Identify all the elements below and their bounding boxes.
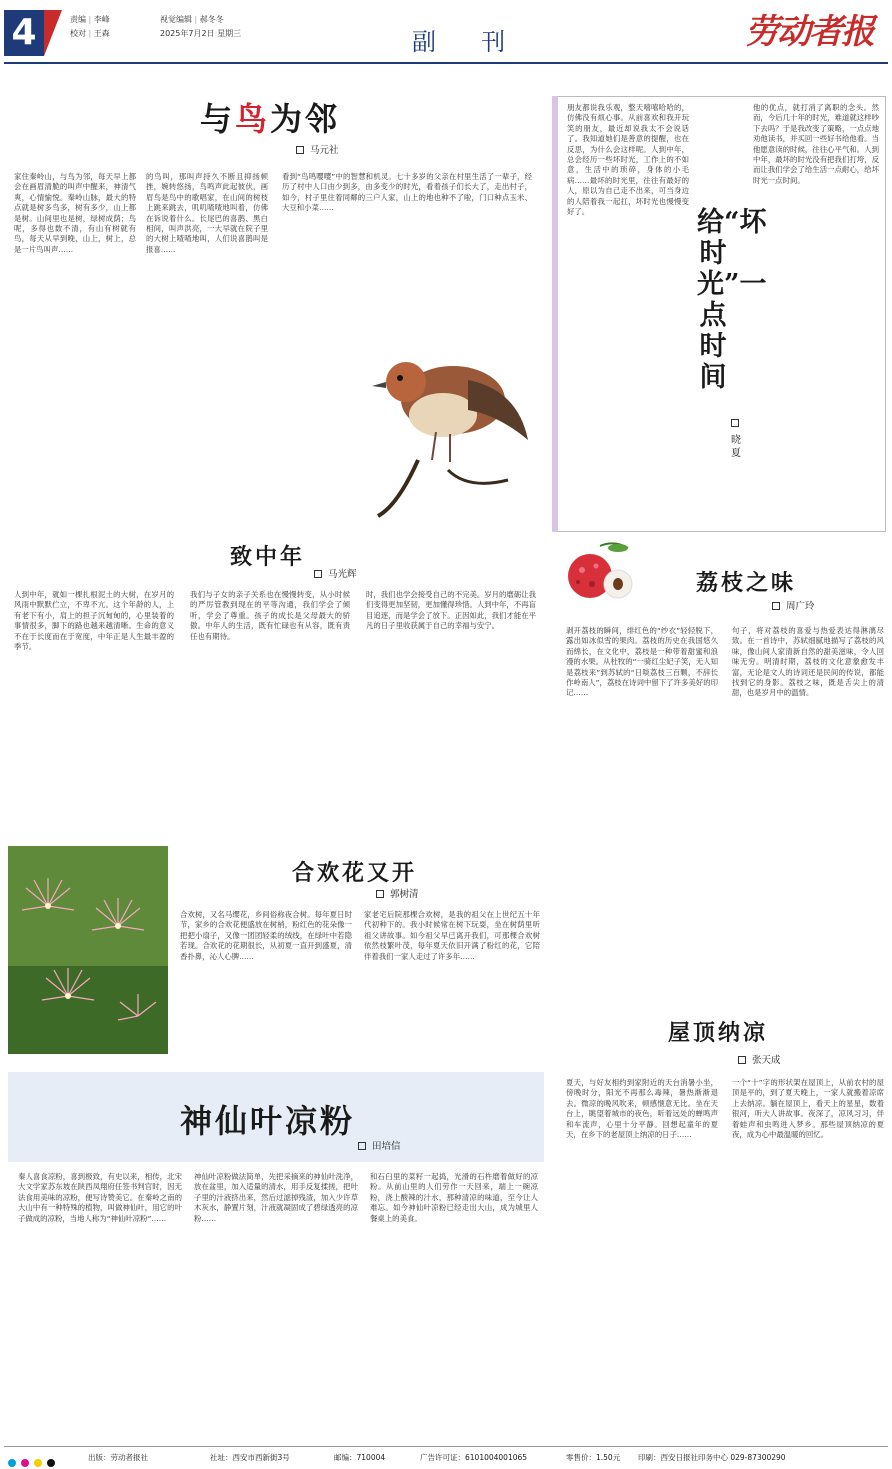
article-column: 家老宅后院那棵合欢树，是我的祖父在上世纪五十年代初种下的。我小时候常在树下玩耍，坐在树荫里听祖父讲故事。如今祖父早已离开我们，可那棵合欢树依然枝繁叶茂，每年夏天依旧开满了粉红的花，它陪伴着我们一家人走过了许多年…… bbox=[364, 910, 540, 961]
footer-printer: 印刷：西安日报社印务中心 029-87300290 bbox=[638, 1453, 786, 1462]
article-lychee bbox=[552, 540, 886, 1000]
author-name: 马光辉 bbox=[328, 569, 357, 580]
article-rooftop bbox=[552, 1008, 886, 1438]
article-title-vertical bbox=[697, 207, 767, 393]
header-rule bbox=[4, 62, 888, 64]
article-column: 时，我们也学会接受自己的不完美。岁月的磨砺让我们变得更加坚韧，更加懂得珍惜。人到中年，不再盲目追逐，而是学会了放下。正因如此，我们才能在平凡的日子里收获属于自己的幸福与安宁。 bbox=[366, 590, 536, 631]
footer-postcode: 邮编：710004 bbox=[334, 1453, 386, 1462]
article-title: 屋顶纳凉 bbox=[668, 1020, 769, 1046]
lychee-illustration bbox=[552, 540, 638, 602]
author-square-icon bbox=[738, 1056, 746, 1064]
article-column: 神仙叶凉粉做法简单，先把采摘来的神仙叶洗净，放在盆里，加入适量的清水，用手反复揉搓，把叶子里的汁液挤出来，然后过滤掉残渣，加入少许草木灰水，静置片刻，汁液就凝固成了碧绿透亮的凉粉…… bbox=[194, 1172, 358, 1223]
article-column: 我们与子女的亲子关系也在慢慢转变，从小时候的严厉管教到现在的平等沟通，我们学会了倾听，学会了尊重。孩子的成长是父母最大的骄傲。中年人的生活，既有忙碌也有从容，既有责任也有期待。 bbox=[190, 590, 350, 641]
title-highlight-char: 鸟 bbox=[235, 100, 271, 138]
article-title-text: 与鸟为邻 bbox=[200, 100, 341, 138]
section-title: 副 刊 bbox=[412, 28, 516, 56]
article-column: 朋友都说我乐观，整天嘻嘻哈哈的，仿佛没有烦心事。从前喜欢和我开玩笑的朋友，最近却说我太不会说话了。我知道她们是善意的提醒，也在反思，为什么会这样呢。人到中年，总会经历一些坏时光，工作上的不如意，生活中的琐碎，身体的小毛病……最坏的时光里，往往有最好的人，原以为自己走不出来，可当身边的人陪着我一起扛，坏时光也慢慢变好了。 bbox=[567, 103, 689, 217]
article-column: 的鸟叫，那叫声持久不断且抑扬顿挫，婉转悠扬，鸟鸣声此起彼伏，画眉鸟是鸟中的歌唱家，在山间的树枝上跳来跳去，叽叽喳喳地叫着，仿佛在诉说着什么。长尾巴的喜鹊、黑白相间，叫声洪亮，一大早就在院子里的大树上喳喳地叫，人们说喜鹊叫是报喜…… bbox=[146, 172, 268, 254]
visual-editor-label: 视觉编辑 bbox=[160, 15, 192, 24]
author-square-icon bbox=[296, 146, 304, 154]
article-title: 合欢花又开 bbox=[292, 860, 418, 886]
article-author bbox=[314, 566, 357, 580]
article-liangfen bbox=[8, 1072, 544, 1442]
masthead: 劳动者报 bbox=[745, 12, 873, 52]
article-author bbox=[358, 1138, 401, 1152]
editor-line: 责编 | 李峰 bbox=[70, 15, 110, 24]
article-column: 一个“十”字的形状架在屋顶上，从前农村的屋顶是平的，到了夏天晚上，一家人就搬着凉席上去纳凉。躺在屋顶上，看天上的星星，数着银河，听大人讲故事。夜深了，凉风习习，伴着蛙声和虫鸣进入梦乡。那些屋顶纳凉的夏夜，成为心中最温暖的回忆。 bbox=[732, 1078, 884, 1140]
article-author bbox=[772, 598, 815, 612]
author-square-icon bbox=[772, 602, 780, 610]
article-column: 和石臼里的菜籽一起捣，光滑的石杵磨着做好的凉粉。从前山里的人们劳作一天回来，端上一碗凉粉，浇上酸辣的汁水，那种清凉的味道，至今让人难忘。如今神仙叶凉粉已经走出大山，成为城里人餐桌上的美食。 bbox=[370, 1172, 538, 1223]
article-column: 夏天，与好友相约到家附近的天台消暑小坐，傍晚时分，阳光不再那么毒辣，暑热渐渐退去。微凉的晚风吹来，顿感惬意无比。坐在天台上，眺望着城市的夜色，听着远处的蝉鸣声和车流声，心里十分平静。回想起童年的夏天，在乡下的老屋顶上纳凉的日子…… bbox=[566, 1078, 718, 1140]
article-title: 致中年 bbox=[230, 544, 306, 570]
article-column: 剥开荔枝的瞬间，绯红色的“纱衣”轻轻脱下，露出如冰似雪的果肉。荔枝的历史在我国悠久而绵长，在文化中，荔枝是一种带着甜蜜和浪漫的水果。从杜牧的“一骑红尘妃子笑，无人知是荔枝来”到苏轼的“日啖荔枝三百颗，不辞长作岭南人”，荔枝在诗词中留下了许多美好的印记…… bbox=[566, 626, 718, 698]
proofreader-name: 王森 bbox=[93, 29, 110, 38]
lychee-fruit bbox=[568, 554, 612, 598]
article-author-vertical bbox=[729, 415, 743, 460]
article-author bbox=[376, 886, 419, 900]
article-title: 给“坏时光”一点时间 bbox=[697, 207, 767, 393]
footer-color-dots bbox=[8, 1452, 55, 1469]
article-column: 家住秦岭山，与鸟为邻，每天早上都会在画眉清脆的叫声中醒来，神清气爽，心情愉悦。秦岭山脉，最大的特点就是树多鸟多，树有多少，山上都是树。山间里也是树，绿树成荫；鸟呢，多得也数不清，有山有树就有鸟，每天从早到晚，山上，树上，总是一片鸟叫声…… bbox=[14, 172, 136, 254]
page-header bbox=[0, 0, 892, 66]
article-column: 秦人喜食凉粉，喜到极致，有史以来，相传，北宋大文学家苏东坡在陕西凤翔府任签书判官时，因无法食用美味的凉粉，便写诗赞美它。在秦岭之南的大山中有一种特殊的植物，叫做神仙叶，用它的叶子做成的凉粉，当地人称为“神仙叶凉粉”…… bbox=[18, 1172, 182, 1223]
footer-price: 零售价：1.50元 bbox=[566, 1453, 621, 1462]
author-name: 周广玲 bbox=[786, 601, 815, 612]
proof-line: 校对 | 王森 bbox=[70, 29, 110, 38]
footer-license: 广告许可证：6101004001065 bbox=[420, 1453, 528, 1462]
author-name: 晓夏 bbox=[731, 435, 741, 459]
author-name: 张天成 bbox=[752, 1055, 781, 1066]
article-column: 看到“鸟鸣嘤嘤”中的智慧和机灵。七十多岁的父亲在村里生活了一辈子，经历了村中人口由少到多，由多变少的时光，看着孩子们长大了，走出村子，如今，村子里住着同鄰的三户人家，山上的地也种不了啦，门口种点玉米、大豆和小菜…… bbox=[282, 172, 532, 213]
box-accent-bar bbox=[552, 96, 558, 532]
bird-illustration bbox=[358, 330, 528, 520]
author-square-icon bbox=[731, 419, 739, 427]
visual-editor-name: 郝冬冬 bbox=[199, 15, 224, 24]
article-column: 句子，将对荔枝的喜爱与热爱表达得淋漓尽致。在一首诗中，苏轼细腻地描写了荔枝的风味，像山间人家清新自然的甜美滋味，令人回味无穷。明清时期，荔枝的文化意象愈发丰富，无论是文人的诗词还是民间的传说，都能找到它的身影。荔枝之味，既是舌尖上的清甜，也是岁月中的温情。 bbox=[732, 626, 884, 698]
author-name: 郭树清 bbox=[390, 889, 419, 900]
proof-label: 校对 bbox=[70, 29, 86, 38]
article-column: 他的优点，就打消了离职的念头。然而，今后几十年的时光，难道就这样吵下去吗？于是我改变了策略，一点点地劝他读书，并买回一些好书给他看。当他愿意读的时候，往往心平气和。人到中年，最坏的时光没有把我们打垮，反而让我们学会了给生活一点耐心，给坏时光一点时间。 bbox=[753, 103, 879, 185]
article-middle-age bbox=[14, 540, 538, 840]
article-bad-times-box bbox=[552, 96, 886, 532]
footer-address: 社址：西安市西新街3号 bbox=[210, 1453, 290, 1462]
mimosa-flower-photo bbox=[8, 846, 168, 1054]
author-name: 马元社 bbox=[310, 145, 339, 156]
page-corner-accent bbox=[44, 10, 62, 56]
article-column: 合欢树，又名马缨花，乡间俗称夜合树。每年夏日时节，家乡的合欢花便盛放在树梢，粉红色的花朵像一把把小扇子，又像一团团轻柔的绒线，在绿叶中若隐若现。合欢花的花期很长，从初夏一直开到盛夏，清香扑鼻，沁人心脾…… bbox=[180, 910, 352, 961]
issue-date: 2025年7月2日 星期三 bbox=[160, 29, 242, 38]
author-name: 田培信 bbox=[372, 1141, 401, 1152]
editor-label: 责编 bbox=[70, 15, 86, 24]
bird-head bbox=[386, 362, 426, 402]
article-column: 人到中年，就如一棵扎根泥土的大树，在岁月的风雨中默默伫立，不卑不亢。这个年龄的人，上有老下有小，肩上的担子沉甸甸的，心里装着的事情很多，脚下的路也越来越清晰。生命的意义不在于长度而在于宽度，中年正是人生最丰盈的季节。 bbox=[14, 590, 174, 652]
author-square-icon bbox=[314, 570, 322, 578]
article-author bbox=[738, 1052, 781, 1066]
footer-publisher: 出版：劳动者报社 bbox=[88, 1453, 148, 1462]
visual-editor-line: 视觉编辑 | 郝冬冬 bbox=[160, 15, 224, 24]
editor-name: 李峰 bbox=[93, 15, 110, 24]
article-mimosa bbox=[8, 846, 544, 1062]
author-square-icon bbox=[376, 890, 384, 898]
article-birds bbox=[14, 80, 538, 530]
page-number: 4 bbox=[4, 10, 44, 56]
page-footer bbox=[4, 1446, 888, 1466]
author-square-icon bbox=[358, 1142, 366, 1150]
article-title bbox=[200, 94, 340, 140]
article-title: 荔枝之味 bbox=[696, 570, 797, 596]
article-title: 神仙叶凉粉 bbox=[180, 1102, 356, 1140]
article-author bbox=[296, 142, 339, 156]
